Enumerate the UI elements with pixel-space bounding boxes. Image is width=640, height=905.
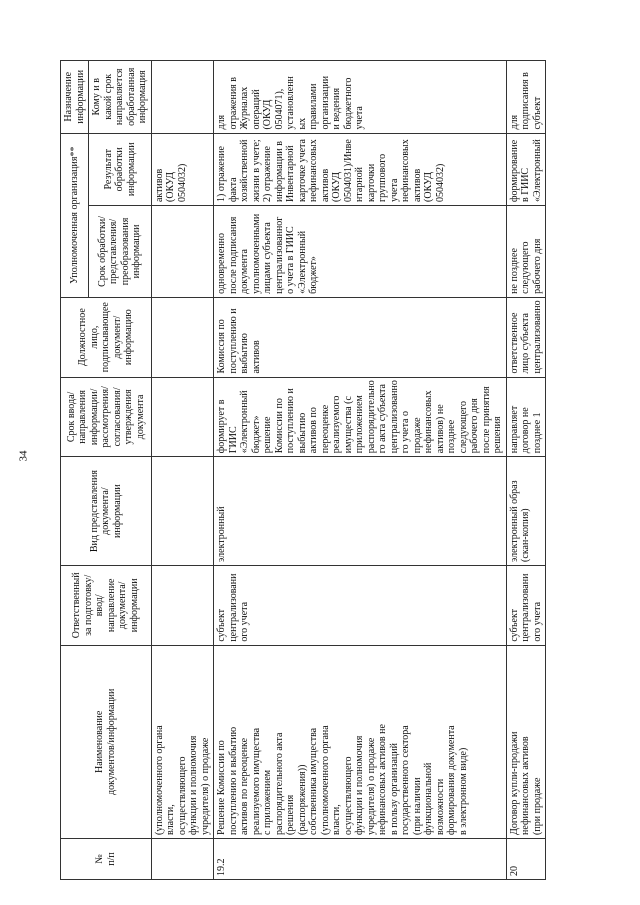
cell-name: Договор купли-продажи нефинансовых активов (при продаже [506, 645, 546, 838]
cell-view [151, 457, 214, 566]
cell-result: 1) отражение факта хозяйственной жизни в учете; 2) отражение информации в Инвентарной карточке учета нефинансовых активов (ОКУД 0504031)/Инве нтарной карточки группового учета нефинансовых активов (ОКУД 0504032) [214, 133, 507, 205]
header-org-group: Уполномоченная организация** [61, 133, 89, 297]
cell-no [151, 838, 214, 879]
header-term: Срок ввода/ направления информации/ рассмотрения/ согласования/ утверждения документа [61, 377, 152, 457]
table-row [214, 61, 507, 880]
cell-name: Решение Комиссии по поступлению и выбытию активов по переоценке реализуемого имущества с приложением распорядительного акта (решения (распоряжения)) собственника имущества (уполномоченного органа власти, осуществляющего функции и полномочия учредителя) о продаже нефинансовых активов не в пользу организаций государственного сектора (при наличии функциональной возможности формирования документа в электронном виде) [214, 645, 507, 838]
cell-signer [151, 297, 214, 377]
cell-result: активов (ОКУД 0504032) [151, 133, 214, 205]
header-signer: Должностное лицо, подписывающее документ/ информацию [61, 297, 152, 377]
cell-responsible: субъект централизовани ого учета [506, 565, 546, 645]
header-no: № п/п [61, 838, 152, 879]
cell-responsible [151, 565, 214, 645]
cell-no: 19.2 [214, 838, 507, 879]
table-row [506, 61, 546, 880]
header-purpose-group: Назначение информации [61, 61, 89, 134]
cell-term [151, 377, 214, 457]
cell-term: направляет договор не позднее 1 [506, 377, 546, 457]
header-name: Наименование документов/информации [61, 645, 152, 838]
rotated-table-area [60, 60, 620, 880]
cell-term: формирует в ГИИС «Электронный бюджет» решение Комиссии по поступлению и выбытию активов по переоценке реализуемого имущества (с приложением распорядительно го акта субъекта централизованно го учета о продаже нефинансовых активов) не позднее следующего рабочего дня после принятия решения [214, 377, 507, 457]
cell-processing: одновременно после подписания документа уполномоченными лицами субъекта централизованног о учета в ГИИС «Электронный бюджет» [214, 206, 507, 298]
cell-purpose: для отражения в Журналах операций (ОКУД 0504071), установленн ых правилами организации и ведения бюджетного учета [214, 61, 507, 134]
documents-table [60, 60, 546, 880]
cell-view: электронный образ (скан-копия) [506, 457, 546, 566]
cell-purpose: для подписания в субъект [506, 61, 546, 134]
header-responsible: Ответственный за подготовку/ ввод/ направление документа/ информации [61, 565, 152, 645]
cell-purpose [151, 61, 214, 134]
header-result: Результат обработки информации [89, 133, 152, 205]
cell-result: формирование в ГИИС «Электронный [506, 133, 546, 205]
cell-no: 20 [506, 838, 546, 879]
header-view: Вид представления документа/ информации [61, 457, 152, 566]
header-processing: Срок обработки/ представления/ преобразования информации [89, 206, 152, 298]
cell-signer: Комиссия по поступлению и выбытию активов [214, 297, 507, 377]
cell-signer: ответственное лицо субъекта централизованно [506, 297, 546, 377]
header-row-1 [61, 61, 89, 880]
cell-processing [151, 206, 214, 298]
page-number: 34 [17, 450, 30, 462]
table-row [151, 61, 214, 880]
cell-processing: не позднее следующего рабочего дня [506, 206, 546, 298]
header-purpose: Кому и в какой срок направляется обработанная информация [89, 61, 152, 134]
cell-view: электронный [214, 457, 507, 566]
cell-responsible: субъект централизовани ого учета [214, 565, 507, 645]
cell-name: (уполномоченного органа власти, осуществляющего функции и полномочия учредителя) о продаже [151, 645, 214, 838]
